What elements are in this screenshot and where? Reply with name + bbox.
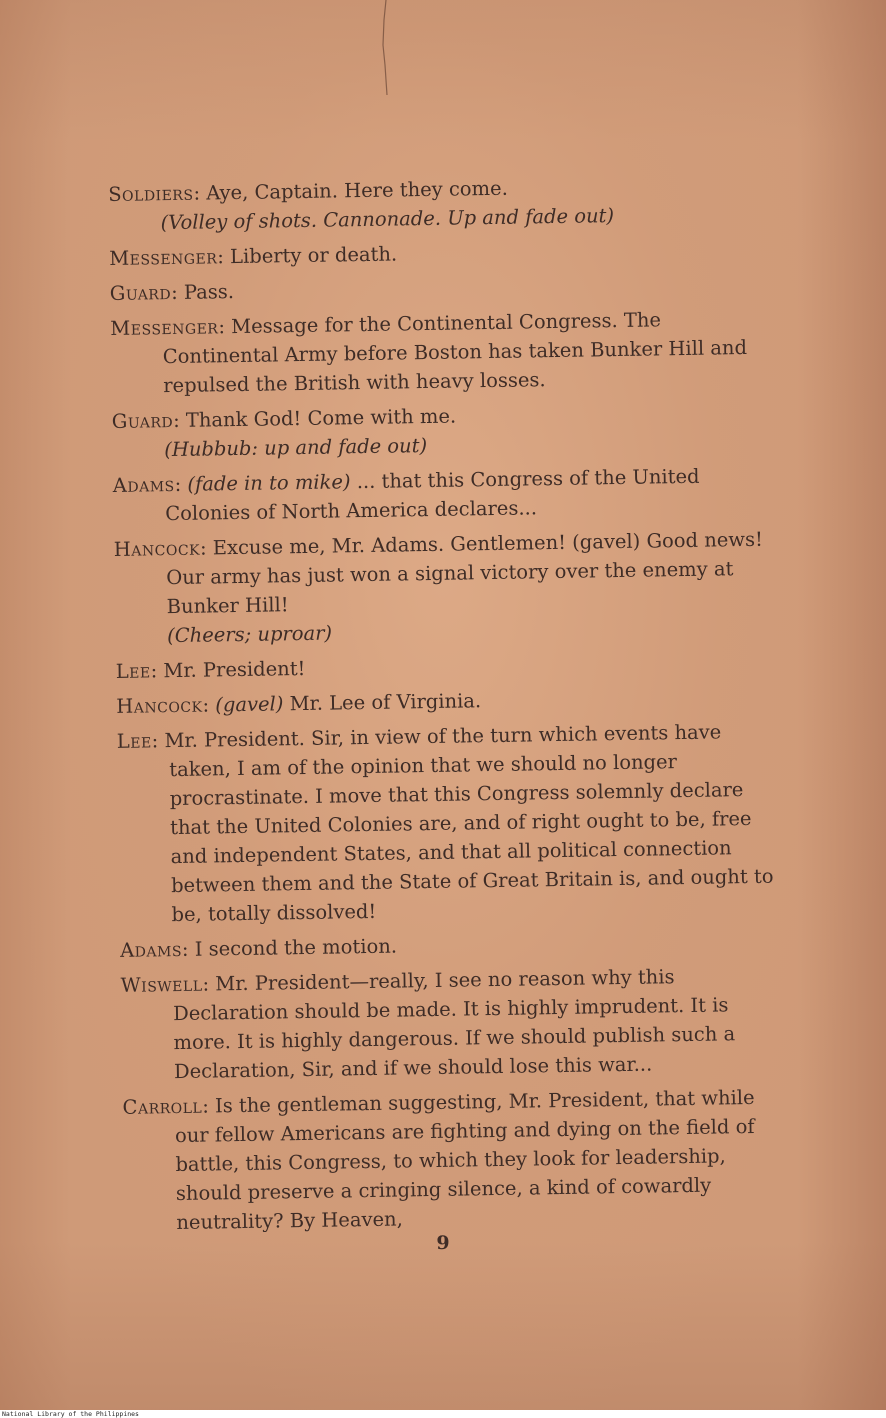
script-line-lee: Lee: Mr. President! (115, 656, 306, 683)
script-line-soldiers: Soldiers: Aye, Captain. Here they come. (108, 176, 508, 206)
inline-direction: (gavel) (215, 692, 284, 717)
script-line-hancock: Hancock: Excuse me, Mr. Adams. Gentlemen! (gavel) Good news! Our army has just won a signal victory over the enemy at Bunker Hill! (113, 527, 764, 619)
speaker-name: Carroll (122, 1094, 203, 1119)
script-line-carroll: Carroll: Is the gentleman suggesting, Mr. President, that while our fellow Americans are fighting and dying on the field of battle, this Congress, to which they look for leadership, should preserve a cringing silence, a kind of cowardly neutrality? By Heaven, (122, 1085, 755, 1235)
paper-crease-mark (380, 0, 390, 95)
speaker-name: Soldiers (108, 181, 194, 206)
script-line-guard: Guard: Thank God! Come with me. (111, 404, 457, 433)
dialogue-text: Message for the Continental Congress. The Continental Army before Boston has taken Bunker Hill and repulsed the British with heavy losses. (162, 308, 748, 398)
stage-direction: (Volley of shots. Cannonade. Up and fade out) (160, 204, 615, 235)
inline-direction: (fade in to mike) (187, 470, 351, 496)
speaker-name: Lee (115, 659, 151, 683)
speaker-name: Hancock (113, 536, 201, 561)
script-text (108, 170, 785, 1244)
dialogue-text: Mr. President. Sir, in view of the turn which events have taken, I am of the opinion that we should no longer procrastinate. I move that this Congress solemnly declare that the United Colonies are, and of right ought to be, free and independent States, and that all political connection between them and the State of Great Britain is, and ought to be, totally dissolved! (164, 720, 774, 927)
script-line-messenger: Messenger: Message for the Continental Congress. The Continental Army before Boston has taken Bunker Hill and repulsed the British with heavy losses. (110, 308, 748, 398)
script-line-adams: Adams: (fade in to mike) ... that this Congress of the United Colonies of North America declares... (112, 464, 700, 526)
script-line-messenger: Messenger: Liberty or death. (109, 242, 398, 270)
script-line-lee: Lee: Mr. President. Sir, in view of the turn which events have taken, I am of the opinion that we should no longer procrastinate. I move that this Congress solemnly declare that the United Colonies are, and of right ought to be, free and independent States, and that all political connection between them and the State of Great Britain is, and ought to be, totally dissolved! (116, 720, 774, 927)
dialogue-text: Mr. President—really, I see no reason why this Declaration should be made. It is highly imprudent. It is more. It is highly dangerous. If we should publish such a Declaration, Sir, and if we should lose this war... (172, 965, 736, 1084)
speaker-name: Hancock (116, 693, 203, 718)
speaker-name: Messenger (110, 315, 219, 340)
script-line-wiswell: Wiswell: Mr. President—really, I see no reason why this Declaration should be made. It is highly imprudent. It is more. It is highly dangerous. If we should publish such a Declaration, Sir, and if we should lose this war... (120, 965, 736, 1084)
speaker-name: Wiswell (120, 972, 203, 997)
speaker-name: Lee (116, 729, 152, 753)
speaker-name: Adams (112, 472, 175, 497)
speaker-name: Adams (119, 937, 183, 962)
dialogue-text: I second the motion. (194, 934, 398, 961)
stage-direction: (Cheers; uproar) (166, 621, 333, 648)
stage-direction: (Hubbub: up and fade out) (164, 434, 428, 462)
library-credit: National Library of the Philippines (2, 1410, 139, 1418)
script-line-guard: Guard: Pass. (109, 280, 235, 305)
dialogue-text: Pass. (183, 280, 235, 304)
dialogue-text: ... that this Congress of the United Colonies of North America declares... (165, 464, 700, 526)
speaker-name: Messenger (109, 245, 218, 270)
dialogue-text: Thank God! Come with me. (185, 404, 457, 432)
speaker-name: Guard (111, 409, 174, 433)
dialogue-text: Mr. Lee of Virginia. (289, 689, 482, 716)
script-line-adams: Adams: I second the motion. (119, 934, 398, 962)
dialogue-text: Mr. President! (163, 656, 306, 683)
dialogue-text: Liberty or death. (229, 242, 398, 269)
dialogue-text: Is the gentleman suggesting, Mr. President, that while our fellow Americans are fighting and dying on the field of battle, this Congress, to which they look for leadership, should preserve a cringing silence, a kind of cowardly neutrality? By Heaven, (174, 1085, 755, 1235)
speaker-name: Guard (109, 281, 172, 305)
dialogue-text: Aye, Captain. Here they come. (206, 176, 508, 205)
script-line-hancock: Hancock: (gavel) Mr. Lee of Virginia. (116, 689, 482, 718)
page-number: 9 (436, 1232, 450, 1254)
dialogue-text: Excuse me, Mr. Adams. Gentlemen! (gavel) Good news! Our army has just won a signal victory over the enemy at Bunker Hill! (166, 527, 764, 619)
